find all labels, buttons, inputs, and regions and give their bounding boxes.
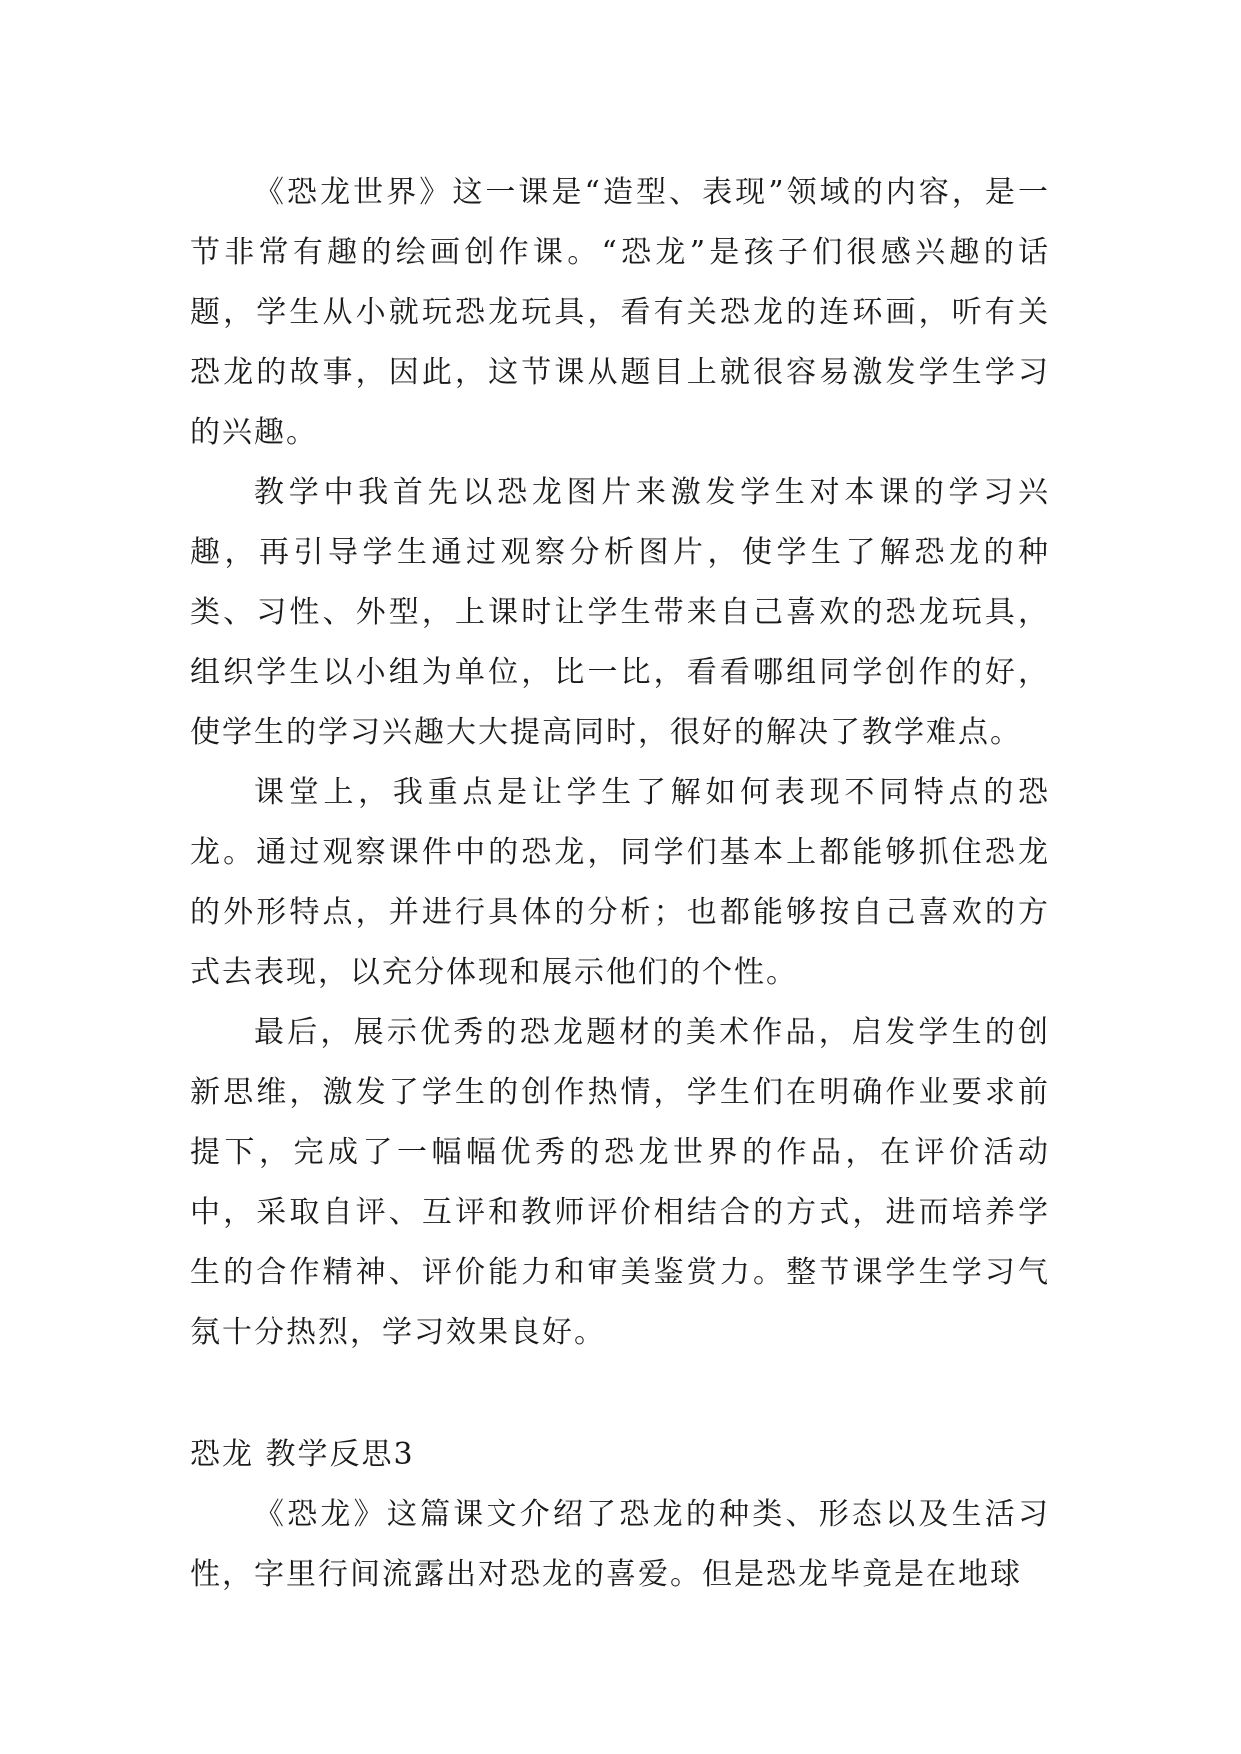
paragraph-4: 最后，展示优秀的恐龙题材的美术作品，启发学生的创新思维，激发了学生的创作热情，学生们在明确作业要求前提下，完成了一幅幅优秀的恐龙世界的作品，在评价活动中，采取自评、互评和教师评价相结合的方式，进而培养学生的合作精神、评价能力和审美鉴赏力。整节课学生学习气氛十分热烈，学习效果良好。 [190, 1015, 1050, 1350]
paragraph-1: 《恐龙世界》这一课是“造型、表现”领域的内容，是一节非常有趣的绘画创作课。“恐龙”是孩子们很感兴趣的话题，学生从小就玩恐龙玩具，看有关恐龙的连环画，听有关恐龙的故事，因此，这节课从题目上就很容易激发学生学习的兴趣。 [190, 175, 1050, 450]
section-paragraph: 《恐龙》这篇课文介绍了恐龙的种类、形态以及生活习性，字里行间流露出对恐龙的喜爱。但是恐龙毕竟是在地球 [190, 1497, 1050, 1592]
document-body [190, 163, 1050, 1605]
section-title: 恐龙 教学反思3 [190, 1437, 415, 1472]
paragraph-2: 教学中我首先以恐龙图片来激发学生对本课的学习兴趣，再引导学生通过观察分析图片，使学生了解恐龙的种类、习性、外型，上课时让学生带来自己喜欢的恐龙玩具，组织学生以小组为单位，比一比，看看哪组同学创作的好，使学生的学习兴趣大大提高同时，很好的解决了教学难点。 [190, 475, 1050, 750]
paragraph-3: 课堂上，我重点是让学生了解如何表现不同特点的恐龙。通过观察课件中的恐龙，同学们基本上都能够抓住恐龙的外形特点，并进行具体的分析；也都能够按自己喜欢的方式去表现，以充分体现和展示他们的个性。 [190, 775, 1050, 990]
